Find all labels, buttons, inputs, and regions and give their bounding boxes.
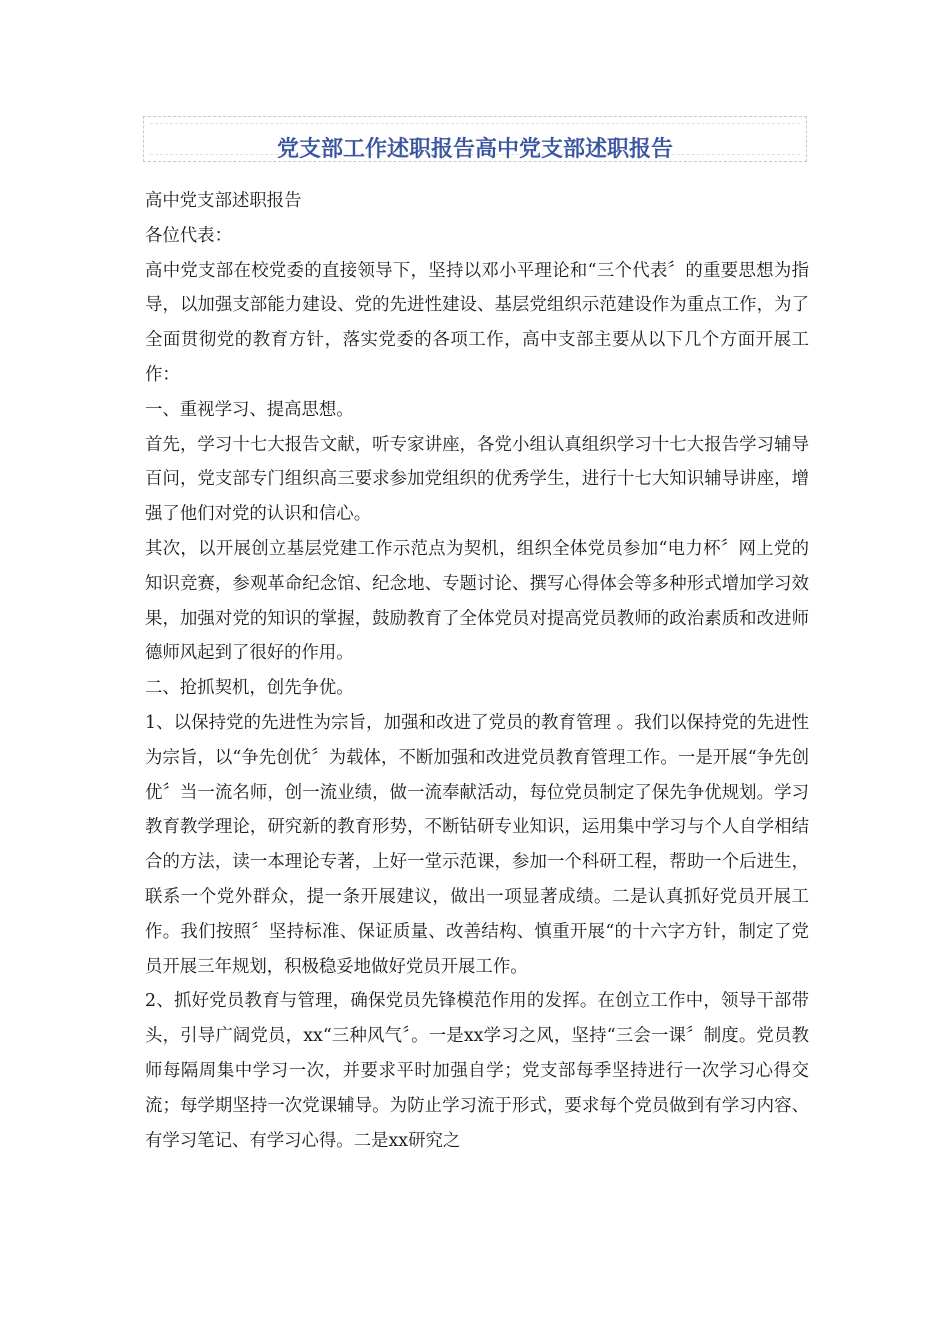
body-paragraph: 其次，以开展创立基层党建工作示范点为契机，组织全体党员参加“电力杯〞网上党的知识竞赛，参观革命纪念馆、纪念地、专题讨论、撰写心得体会等多种形式增加学习效果，加强对党的知识的掌握，鼓励教育了全体党员对提高党员教师的政治素质和改进师德师风起到了很好的作用。 xyxy=(145,538,809,664)
heading-line: 高中党支部述职报告 xyxy=(145,191,302,211)
document-body xyxy=(145,184,809,1158)
salutation: 各位代表： xyxy=(145,225,232,246)
body-paragraph: 高中党支部在校党委的直接领导下，坚持以邓小平理论和“三个代表〞的重要思想为指导，以加强支部能力建设、党的先进性建设、基层党组织示范建设作为重点工作，为了全面贯彻党的教育方针，落实党委的各项工作，高中支部主要从以下几个方面开展工作： xyxy=(145,260,809,385)
body-paragraph: 首先，学习十七大报告文献，听专家讲座，各党小组认真组织学习十七大报告学习辅导百问，党支部专门组织高三要求参加党组织的优秀学生，进行十七大知识辅导讲座，增强了他们对党的认识和信心。 xyxy=(145,434,809,525)
section-heading: 一、重视学习、提高思想。 xyxy=(145,399,354,420)
body-paragraph: 1、以保持党的先进性为宗旨，加强和改进了党员的教育管理 。我们以保持党的先进性为宗旨，以“争先创优〞为载体，不断加强和改进党员教育管理工作。一是开展“争先创优〞当一流名师，创一流业绩，做一流奉献活动，每位党员制定了保先争优规划。学习教育教学理论，研究新的教育形势，不断钻研专业知识，运用集中学习与个人自学相结合的方法，读一本理论专著，上好一堂示范课，参加一个科研工程，帮助一个后进生，联系一个党外群众，提一条开展建议，做出一项显著成绩。二是认真抓好党员开展工作。我们按照〞坚持标准、保证质量、改善结构、慎重开展“的十六字方针，制定了党员开展三年规划，积极稳妥地做好党员开展工作。 xyxy=(145,712,809,977)
body-paragraph: 2、抓好党员教育与管理，确保党员先锋模范作用的发挥。在创立工作中，领导干部带头，引导广阔党员，xx“三种风气〞。一是xx学习之风，坚持“三会一课〞制度。党员教师每隔周集中学习一次，并要求平时加强自学；党支部每季坚持进行一次学习心得交流；每学期坚持一次党课辅导。为防止学习流于形式，要求每个党员做到有学习内容、有学习笔记、有学习心得。二是xx研究之 xyxy=(145,991,809,1151)
section-heading: 二、抢抓契机，创先争优。 xyxy=(145,678,354,699)
document-title: 党支部工作述职报告高中党支部述职报告 xyxy=(276,137,673,162)
